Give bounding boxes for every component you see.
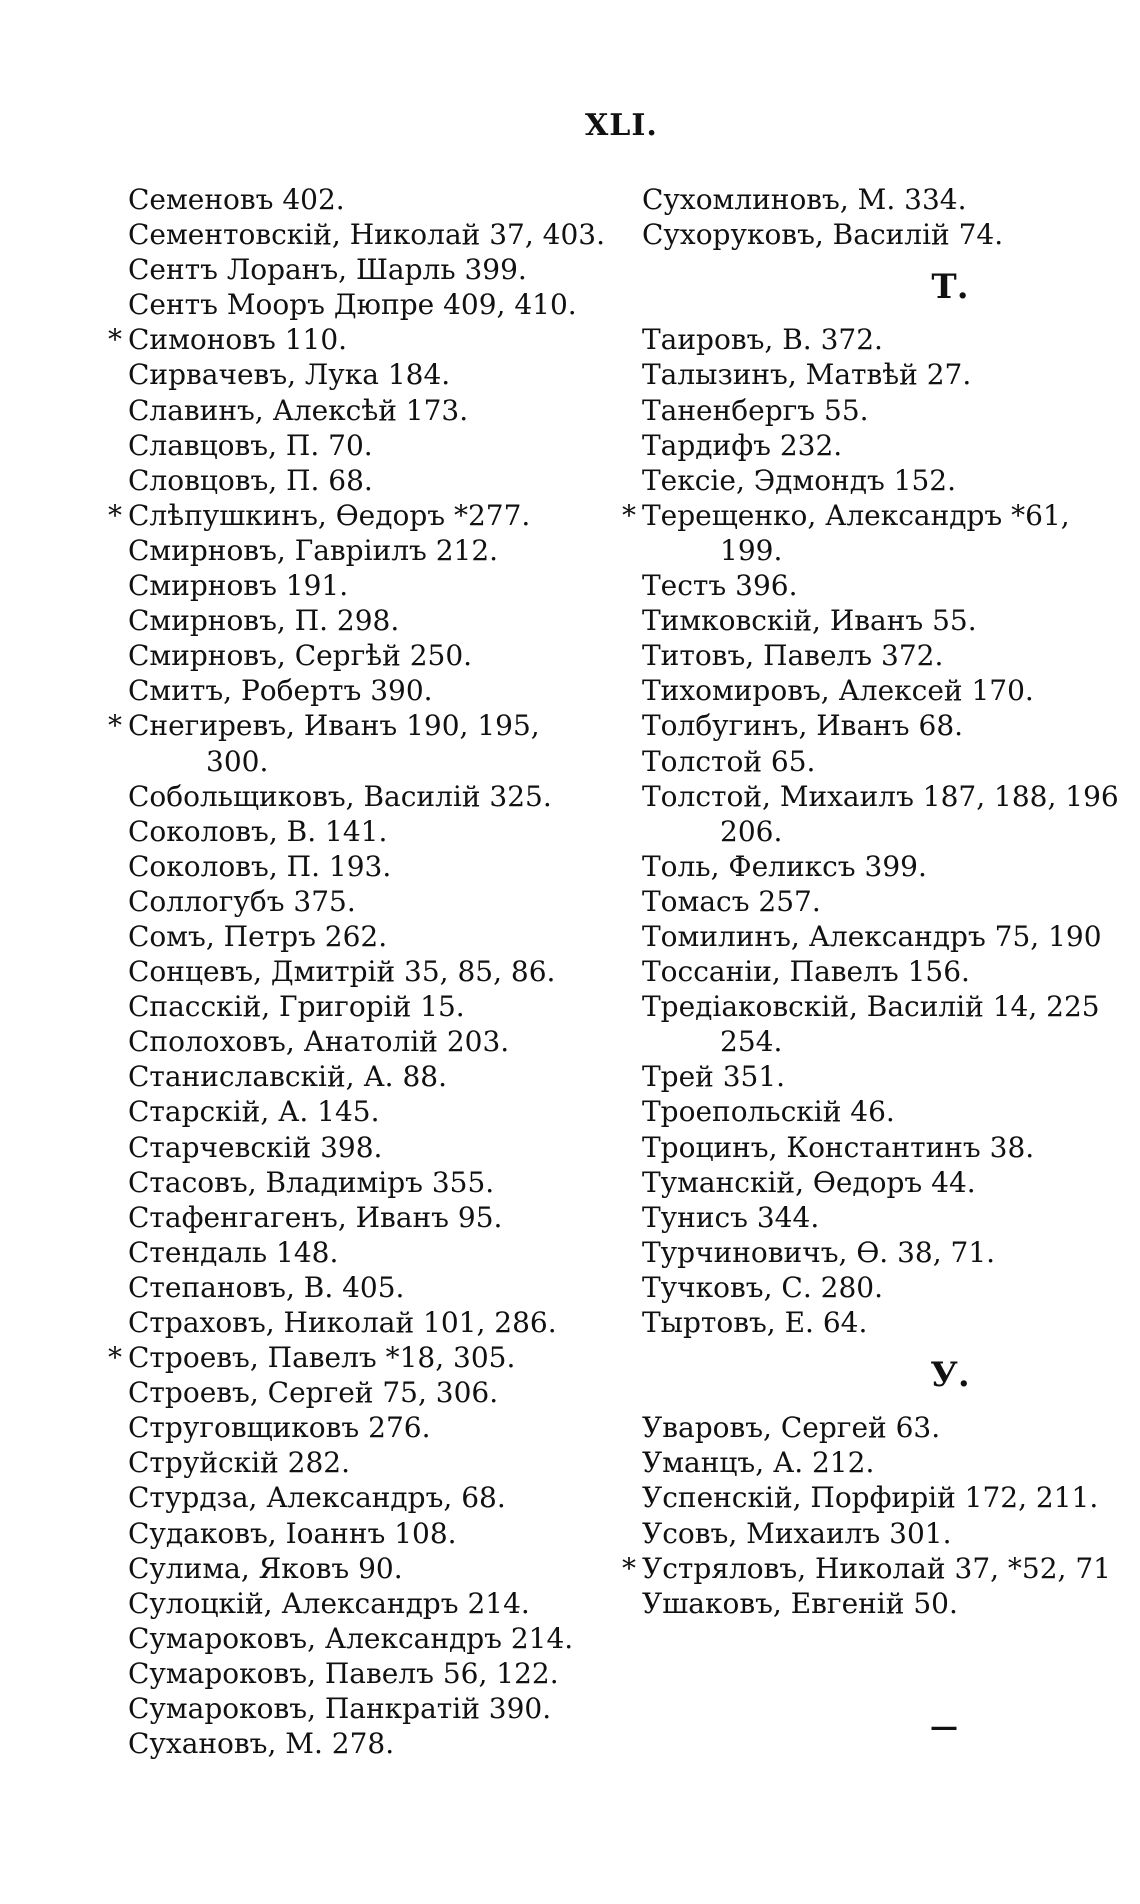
left-index-column bbox=[108, 182, 626, 1761]
entry-text: Терещенко, Александръ *61, bbox=[642, 498, 1070, 532]
entry-text: Тоссаніи, Павелъ 156. bbox=[642, 955, 970, 989]
entry-text: Сементовскій, Николай 37, 403. bbox=[128, 218, 605, 252]
entry-text: Сирвачевъ, Лука 184. bbox=[128, 358, 451, 392]
index-entry bbox=[116, 1621, 626, 1656]
entry-marker: * bbox=[108, 1341, 122, 1375]
entry-text: Смитъ, Робертъ 390. bbox=[128, 674, 433, 708]
entry-text: Сухоруковъ, Василій 74. bbox=[642, 218, 1004, 252]
index-entry-continuation bbox=[116, 744, 626, 779]
entry-text: Страховъ, Николай 101, 286. bbox=[128, 1306, 557, 1339]
entry-text: Сентъ Лоранъ, Шарль 399. bbox=[128, 253, 527, 287]
index-entry bbox=[630, 1410, 1130, 1445]
entry-text: Смирновъ 191. bbox=[128, 569, 349, 603]
index-entry-continuation bbox=[630, 814, 1130, 849]
index-entry bbox=[630, 1445, 1130, 1480]
index-entry bbox=[116, 568, 626, 603]
index-entry bbox=[116, 919, 626, 954]
entry-text: Смирновъ, Гавріилъ 212. bbox=[128, 533, 499, 567]
index-entry bbox=[630, 217, 1130, 252]
index-entry bbox=[630, 919, 1130, 954]
entry-text: Ушаковъ, Евгеній 50. bbox=[642, 1586, 958, 1620]
entry-text: Тексіе, Эдмондъ 152. bbox=[642, 463, 957, 497]
index-entry bbox=[630, 708, 1130, 743]
entry-text: Сполоховъ, Анатолій 203. bbox=[128, 1025, 510, 1059]
entry-text: Троцинъ, Константинъ 38. bbox=[642, 1130, 1035, 1164]
entry-text: Трей 351. bbox=[642, 1060, 786, 1094]
entry-text: 254. bbox=[720, 1025, 783, 1059]
index-entry bbox=[630, 673, 1130, 708]
index-entry bbox=[116, 1200, 626, 1235]
index-entry bbox=[116, 814, 626, 849]
index-entry bbox=[630, 779, 1130, 814]
entry-text: Симоновъ 110. bbox=[128, 323, 348, 357]
index-entry bbox=[630, 322, 1130, 357]
entry-text: Семеновъ 402. bbox=[128, 183, 345, 216]
entry-text: Тестъ 396. bbox=[642, 569, 798, 603]
index-entry bbox=[630, 849, 1130, 884]
index-entry bbox=[630, 182, 1130, 217]
index-entry bbox=[630, 568, 1130, 603]
entry-text: Титовъ, Павелъ 372. bbox=[642, 639, 944, 673]
entry-text: Строевъ, Сергей 75, 306. bbox=[128, 1376, 499, 1410]
entry-text: Славцовъ, П. 70. bbox=[128, 428, 373, 462]
index-entry bbox=[116, 357, 626, 392]
index-entry bbox=[116, 779, 626, 814]
entry-text: Собольщиковъ, Василій 325. bbox=[128, 779, 552, 813]
entry-text: Сухомлиновъ, М. 334. bbox=[642, 183, 967, 216]
index-entry bbox=[116, 1130, 626, 1165]
entry-text: Уманцъ, А. 212. bbox=[642, 1446, 875, 1480]
entry-text: Славинъ, Алексѣй 173. bbox=[128, 393, 469, 427]
entry-text: Толь, Феликсъ 399. bbox=[642, 849, 927, 883]
index-entry bbox=[116, 603, 626, 638]
index-entry bbox=[116, 1024, 626, 1059]
index-entry bbox=[630, 1270, 1130, 1305]
entry-text: 300. bbox=[206, 744, 269, 778]
entry-marker: * bbox=[108, 323, 122, 357]
entry-text: Таировъ, В. 372. bbox=[642, 323, 883, 357]
index-entry bbox=[630, 1516, 1130, 1551]
entry-text: Старскій, А. 145. bbox=[128, 1095, 380, 1129]
entry-text: Толстой 65. bbox=[642, 744, 816, 778]
index-entry bbox=[630, 1235, 1130, 1270]
entry-text: Томилинъ, Александръ 75, 190 bbox=[642, 919, 1102, 953]
entry-text: Сумароковъ, Панкратій 390. bbox=[128, 1692, 552, 1726]
entry-text: Струговщиковъ 276. bbox=[128, 1411, 431, 1445]
entry-text: Строевъ, Павелъ *18, 305. bbox=[128, 1341, 516, 1375]
entry-text: Тредіаковскій, Василій 14, 225 bbox=[642, 990, 1100, 1024]
entry-text: Сентъ Мооръ Дюпре 409, 410. bbox=[128, 288, 577, 322]
index-entry bbox=[116, 393, 626, 428]
entry-text: Степановъ, В. 405. bbox=[128, 1270, 405, 1304]
entry-text: Толстой, Михаилъ 187, 188, 196 bbox=[642, 779, 1119, 813]
entry-text: Тучковъ, С. 280. bbox=[642, 1270, 883, 1304]
index-entry bbox=[116, 1305, 626, 1340]
entry-text: Усовъ, Михаилъ 301. bbox=[642, 1516, 952, 1550]
index-entry bbox=[108, 708, 626, 743]
index-entry bbox=[116, 1410, 626, 1445]
index-entry bbox=[116, 252, 626, 287]
index-entry bbox=[108, 1340, 626, 1375]
entry-text: Соколовъ, П. 193. bbox=[128, 849, 392, 883]
index-entry bbox=[630, 1200, 1130, 1235]
index-entry bbox=[630, 884, 1130, 919]
entry-text: Слѣпушкинъ, Өедоръ *277. bbox=[128, 498, 531, 532]
index-entry-continuation bbox=[630, 533, 1130, 568]
section-heading-t: Т. bbox=[931, 267, 969, 308]
right-index-column bbox=[622, 182, 1130, 1621]
index-entry bbox=[116, 849, 626, 884]
entry-text: Тимковскій, Иванъ 55. bbox=[642, 604, 977, 638]
index-entry bbox=[116, 673, 626, 708]
entry-marker: * bbox=[622, 498, 636, 532]
index-entry bbox=[116, 954, 626, 989]
entry-text: Сумароковъ, Александръ 214. bbox=[128, 1621, 574, 1655]
index-entry bbox=[622, 498, 1130, 533]
entry-text: Станиславскій, А. 88. bbox=[128, 1060, 447, 1094]
index-entry bbox=[116, 1094, 626, 1129]
entry-text: Сумароковъ, Павелъ 56, 122. bbox=[128, 1656, 559, 1690]
index-entry-continuation bbox=[630, 1024, 1130, 1059]
entry-text: Словцовъ, П. 68. bbox=[128, 463, 373, 497]
entry-text: Стендаль 148. bbox=[128, 1235, 339, 1269]
index-entry bbox=[116, 1270, 626, 1305]
index-entry bbox=[630, 989, 1130, 1024]
entry-text: Турчиновичъ, Ө. 38, 71. bbox=[642, 1235, 996, 1269]
index-entry bbox=[630, 357, 1130, 392]
section-heading-u: У. bbox=[930, 1355, 970, 1396]
entry-text: Тихомировъ, Алексей 170. bbox=[642, 674, 1034, 708]
index-entry bbox=[116, 1375, 626, 1410]
index-entry bbox=[108, 322, 626, 357]
entry-text: Сонцевъ, Дмитрій 35, 85, 86. bbox=[128, 955, 556, 989]
entry-text: Таненбергъ 55. bbox=[642, 393, 869, 427]
index-entry bbox=[116, 638, 626, 673]
index-entry bbox=[116, 533, 626, 568]
index-entry bbox=[630, 1165, 1130, 1200]
index-entry bbox=[630, 463, 1130, 498]
entry-text: Судаковъ, Іоаннъ 108. bbox=[128, 1516, 457, 1550]
entry-text: Сухановъ, М. 278. bbox=[128, 1727, 395, 1761]
index-entry bbox=[630, 744, 1130, 779]
entry-text: Соллогубъ 375. bbox=[128, 884, 356, 918]
index-entry bbox=[116, 1656, 626, 1691]
index-entry bbox=[116, 989, 626, 1024]
end-dash: — bbox=[930, 1710, 958, 1743]
index-entry bbox=[630, 393, 1130, 428]
entry-text: Томасъ 257. bbox=[642, 884, 821, 918]
entry-text: Троепольскій 46. bbox=[642, 1095, 895, 1129]
index-entry bbox=[116, 1480, 626, 1515]
entry-text: Тунисъ 344. bbox=[642, 1200, 820, 1234]
index-entry bbox=[116, 428, 626, 463]
entry-text: Струйскій 282. bbox=[128, 1446, 351, 1480]
entry-text: Талызинъ, Матвѣй 27. bbox=[642, 358, 972, 392]
entry-text: Успенскій, Порфирій 172, 211. bbox=[642, 1481, 1099, 1515]
entry-text: Туманскій, Өедоръ 44. bbox=[642, 1165, 976, 1199]
index-entry bbox=[116, 182, 626, 217]
index-entry bbox=[116, 1165, 626, 1200]
index-entry bbox=[108, 498, 626, 533]
index-entry bbox=[116, 1726, 626, 1761]
entry-text: Снегиревъ, Иванъ 190, 195, bbox=[128, 709, 540, 743]
entry-text: Сулима, Яковъ 90. bbox=[128, 1551, 403, 1585]
entry-text: 199. bbox=[720, 533, 783, 567]
page-number: XLI. bbox=[585, 108, 658, 143]
entry-text: Смирновъ, Сергѣй 250. bbox=[128, 639, 473, 673]
index-entry bbox=[630, 428, 1130, 463]
entry-marker: * bbox=[108, 498, 122, 532]
index-entry bbox=[116, 217, 626, 252]
index-entry bbox=[630, 1130, 1130, 1165]
entry-text: Устряловъ, Николай 37, *52, 71 bbox=[642, 1551, 1111, 1585]
index-entry bbox=[630, 603, 1130, 638]
entry-text: Сулоцкій, Александръ 214. bbox=[128, 1586, 530, 1620]
index-entry bbox=[630, 638, 1130, 673]
index-entry bbox=[630, 1059, 1130, 1094]
index-entry bbox=[116, 1586, 626, 1621]
index-entry bbox=[116, 463, 626, 498]
entry-text: Сомъ, Петръ 262. bbox=[128, 919, 388, 953]
index-entry bbox=[116, 287, 626, 322]
entry-text: Стафенгагенъ, Иванъ 95. bbox=[128, 1200, 503, 1234]
index-entry bbox=[630, 1305, 1130, 1340]
entry-marker: * bbox=[622, 1551, 636, 1585]
index-entry bbox=[630, 954, 1130, 989]
entry-text: Толбугинъ, Иванъ 68. bbox=[642, 709, 964, 743]
entry-text: Спасскій, Григорій 15. bbox=[128, 990, 465, 1024]
index-entry bbox=[116, 884, 626, 919]
entry-text: Стурдза, Александръ, 68. bbox=[128, 1481, 506, 1515]
index-entry bbox=[630, 1586, 1130, 1621]
entry-text: 206. bbox=[720, 814, 783, 848]
entry-text: Стасовъ, Владиміръ 355. bbox=[128, 1165, 495, 1199]
entry-marker: * bbox=[108, 709, 122, 743]
index-entry bbox=[116, 1235, 626, 1270]
index-entry bbox=[622, 1551, 1130, 1586]
index-entry bbox=[116, 1516, 626, 1551]
index-entry bbox=[630, 1094, 1130, 1129]
entry-text: Тыртовъ, Е. 64. bbox=[642, 1306, 868, 1339]
entry-text: Уваровъ, Сергей 63. bbox=[642, 1411, 941, 1445]
index-entry bbox=[116, 1551, 626, 1586]
index-entry bbox=[116, 1059, 626, 1094]
entry-text: Тардифъ 232. bbox=[642, 428, 843, 462]
index-entry bbox=[116, 1691, 626, 1726]
entry-text: Смирновъ, П. 298. bbox=[128, 604, 400, 638]
index-entry bbox=[630, 1480, 1130, 1515]
entry-text: Старчевскій 398. bbox=[128, 1130, 383, 1164]
entry-text: Соколовъ, В. 141. bbox=[128, 814, 388, 848]
index-entry bbox=[116, 1445, 626, 1480]
